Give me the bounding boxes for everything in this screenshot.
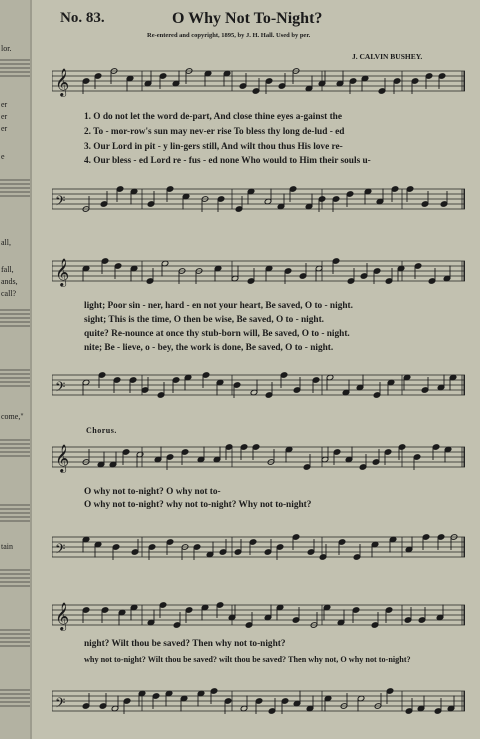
adjacent-page-word: ands,	[1, 277, 18, 286]
adjacent-page-word: e	[1, 152, 5, 161]
treble-staff-2	[52, 254, 465, 288]
adjacent-page-word: er	[1, 124, 8, 133]
bass-staff-4	[52, 684, 465, 718]
verse-1-line-1: 1. O do not let the word de-part, And close thine eyes a-gainst the	[84, 112, 342, 122]
bass-clef-icon: 𝄢	[55, 379, 66, 398]
adjacent-page-word: er	[1, 112, 8, 121]
chorus-line-2-lower: why not to-night? Wilt thou be saved? wilt thou be saved? Then why not, O why not to-night?	[84, 655, 411, 664]
treble-clef-icon: 𝄞	[55, 258, 70, 286]
verse-4-line-2: nite; Be - lieve, o - bey, the work is done, Be saved, O to - night.	[84, 343, 334, 353]
chorus-label: Chorus.	[86, 426, 117, 435]
bass-clef-icon: 𝄢	[55, 193, 66, 212]
verse-3-line-1: 3. Our Lord in pit - y lin-gers still, And wilt thou thus His love re-	[84, 142, 343, 152]
staff-notation	[52, 530, 465, 564]
verse-4-line-1: 4. Our bless - ed Lord re - fus - ed none Who would to Him their souls u-	[84, 156, 371, 166]
verse-3-line-2: quite? Re-nounce at once thy stub-born will, Be saved, O to - night.	[84, 329, 350, 339]
hymn-number: No. 83.	[60, 10, 105, 26]
chorus-line-2-upper: night? Wilt thou be saved? Then why not to-night?	[84, 639, 286, 649]
treble-clef-icon: 𝄞	[55, 68, 70, 96]
bass-clef-icon: 𝄢	[55, 541, 66, 560]
verse-2-line-1: 2. To - mor-row's sun may nev-er rise To bless thy long de-lud - ed	[84, 127, 345, 137]
chorus-line-1-lower: O why not to-night? why not to-night? Why not to-night?	[84, 500, 312, 510]
bass-staff-1	[52, 182, 465, 216]
adjacent-page-word: call?	[1, 289, 17, 298]
adjacent-page-word: come,"	[1, 412, 24, 421]
treble-staff-1	[52, 64, 465, 98]
chorus-line-1-upper: O why not to-night? O why not to-	[84, 487, 221, 497]
adjacent-page-word: fall,	[1, 265, 14, 274]
treble-clef-icon: 𝄞	[55, 444, 70, 472]
staff-notation	[52, 368, 465, 402]
adjacent-page-staves	[0, 0, 30, 739]
bass-clef-icon: 𝄢	[55, 695, 66, 714]
bass-staff-3	[52, 530, 465, 564]
adjacent-page-word: tain	[1, 542, 13, 551]
copyright-line: Re-entered and copyright, 1895, by J. H. Hall. Used by per.	[147, 32, 311, 39]
treble-staff-4	[52, 598, 465, 632]
bass-staff-2	[52, 368, 465, 402]
verse-1-line-2: light; Poor sin - ner, hard - en not your heart, Be saved, O to - night.	[84, 301, 353, 311]
staff-notation	[52, 182, 465, 216]
adjacent-page-strip	[0, 0, 31, 739]
treble-staff-3	[52, 440, 465, 474]
adjacent-page-word: lor.	[1, 44, 12, 53]
treble-clef-icon: 𝄞	[55, 602, 70, 630]
hymn-title: O Why Not To-Night?	[172, 10, 323, 27]
adjacent-page-word: er	[1, 100, 8, 109]
adjacent-page-word: all,	[1, 238, 11, 247]
staff-notation	[52, 684, 465, 718]
composer-credit: J. CALVIN BUSHEY.	[352, 52, 423, 61]
staff-notation	[52, 598, 465, 632]
staff-notation	[52, 64, 465, 98]
staff-notation	[52, 254, 465, 288]
verse-2-line-2: sight; This is the time, O then be wise, Be saved, O to - night.	[84, 315, 325, 325]
staff-notation	[52, 440, 465, 474]
